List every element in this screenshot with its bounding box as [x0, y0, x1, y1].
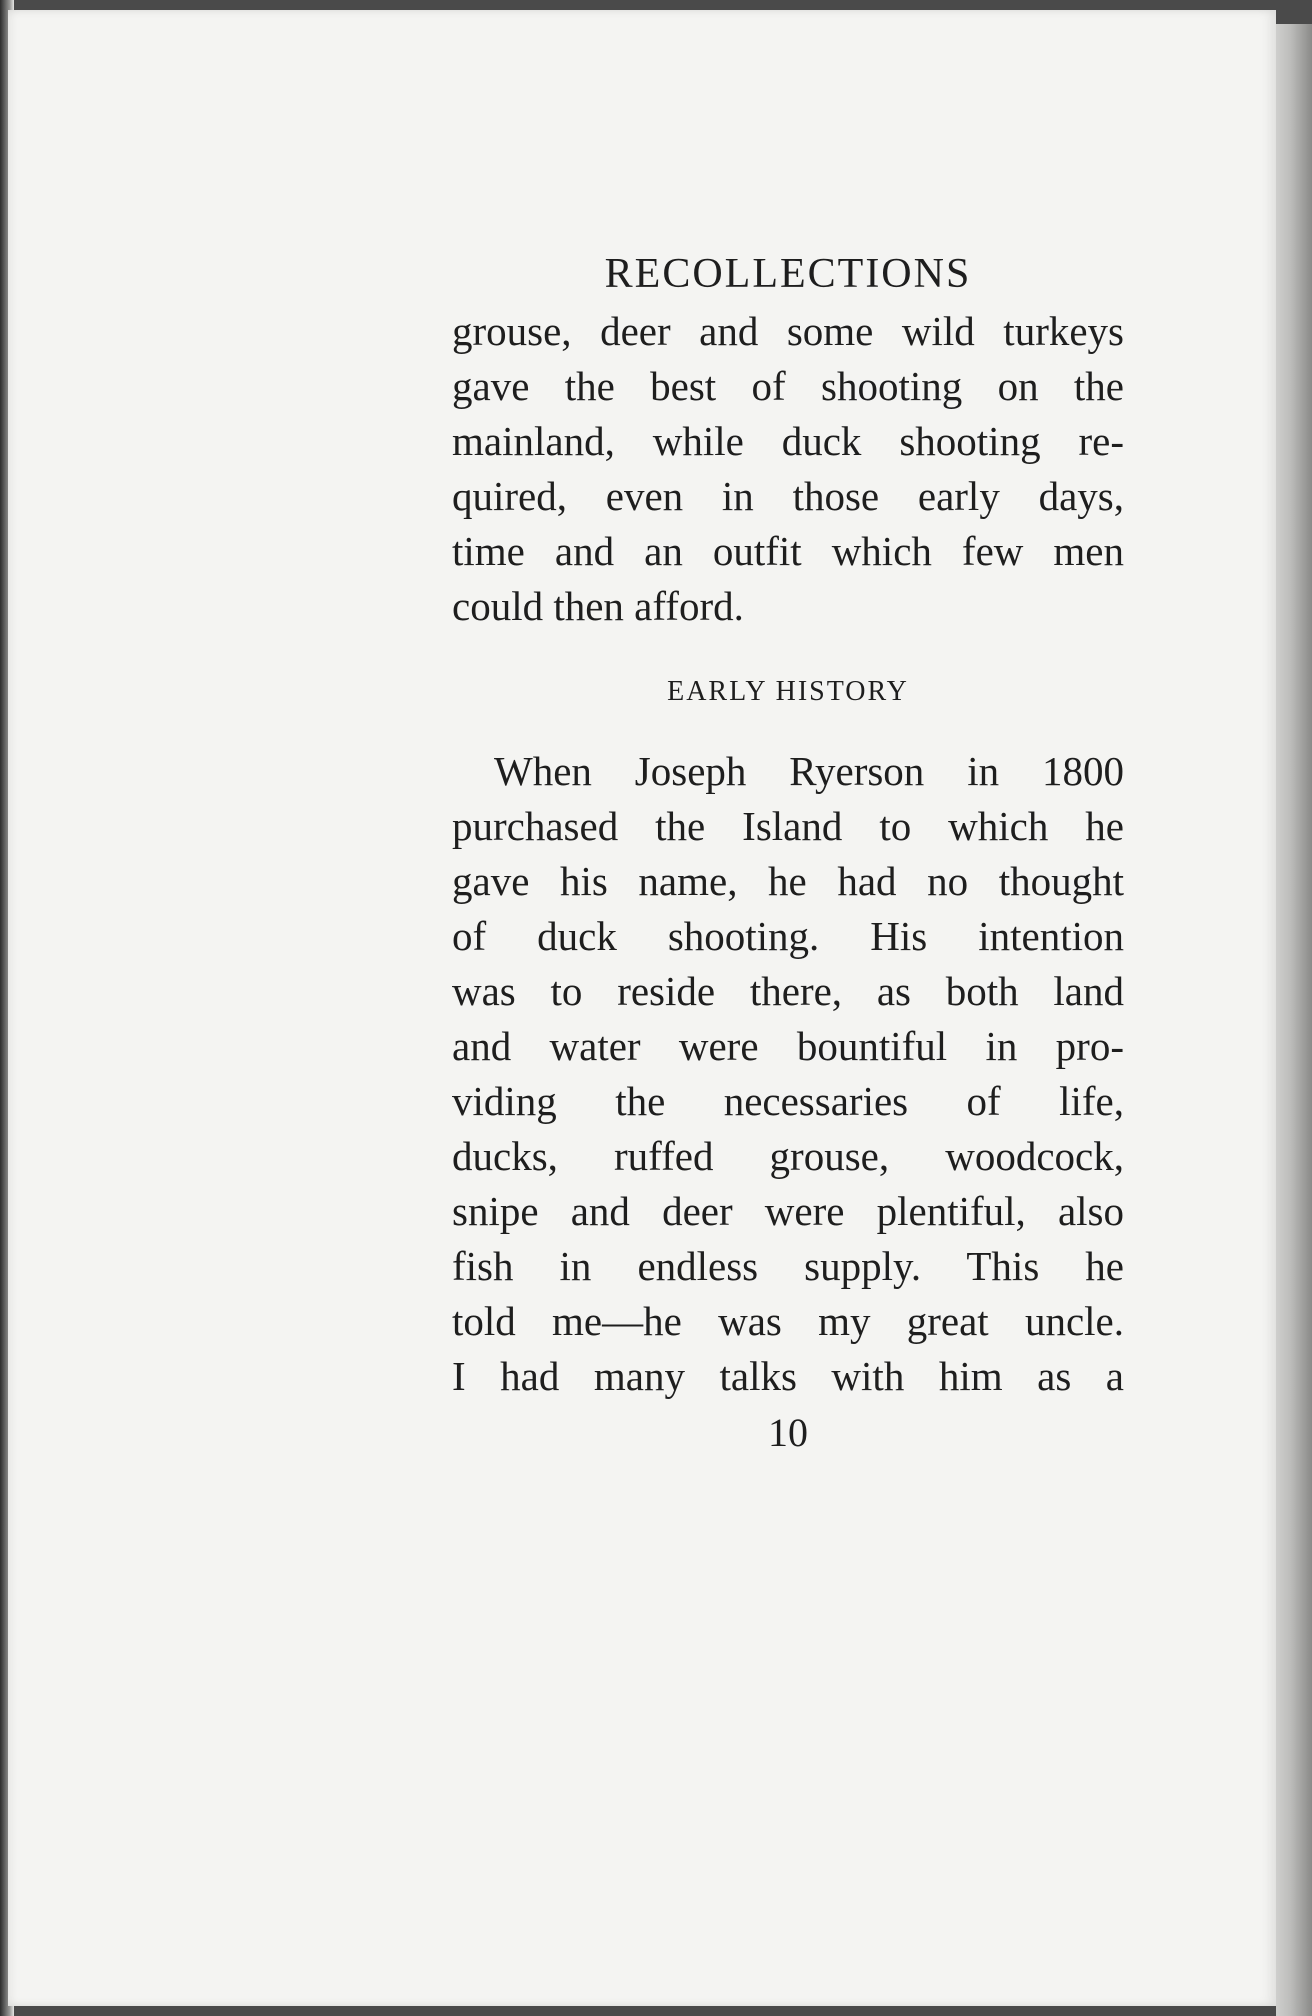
text-line: ducks, ruffed grouse, woodcock, — [452, 1133, 1124, 1179]
text-line: I had many talks with him as a — [452, 1353, 1124, 1399]
text-line: and water were bountiful in pro- — [452, 1023, 1124, 1069]
paragraph-1 — [452, 304, 1124, 634]
text-line: viding the necessaries of life, — [452, 1078, 1124, 1124]
text-line: mainland, while duck shooting re- — [452, 418, 1124, 464]
text-line: gave his name, he had no thought — [452, 858, 1124, 904]
text-line: was to reside there, as both land — [452, 968, 1124, 1014]
text-line: could then afford. — [452, 583, 744, 629]
page-text-block — [452, 248, 1124, 1460]
text-line: time and an outfit which few men — [452, 528, 1124, 574]
section-heading: EARLY HISTORY — [667, 676, 909, 707]
text-line: snipe and deer were plentiful, also — [452, 1188, 1124, 1234]
paragraph-2 — [452, 744, 1124, 1404]
text-line: fish in endless supply. This he — [452, 1243, 1124, 1289]
text-line: purchased the Island to which he — [452, 803, 1124, 849]
text-line: When Joseph Ryerson in 1800 — [494, 748, 1124, 794]
text-line: gave the best of shooting on the — [452, 363, 1124, 409]
text-line: told me—he was my great uncle. — [452, 1298, 1124, 1344]
running-head: RECOLLECTIONS — [604, 251, 972, 297]
text-line: of duck shooting. His intention — [452, 913, 1124, 959]
text-line: grouse, deer and some wild turkeys — [452, 308, 1124, 354]
page-stack-edge — [1276, 24, 1312, 2016]
text-line: quired, even in those early days, — [452, 473, 1124, 519]
page-number: 10 — [768, 1410, 808, 1455]
